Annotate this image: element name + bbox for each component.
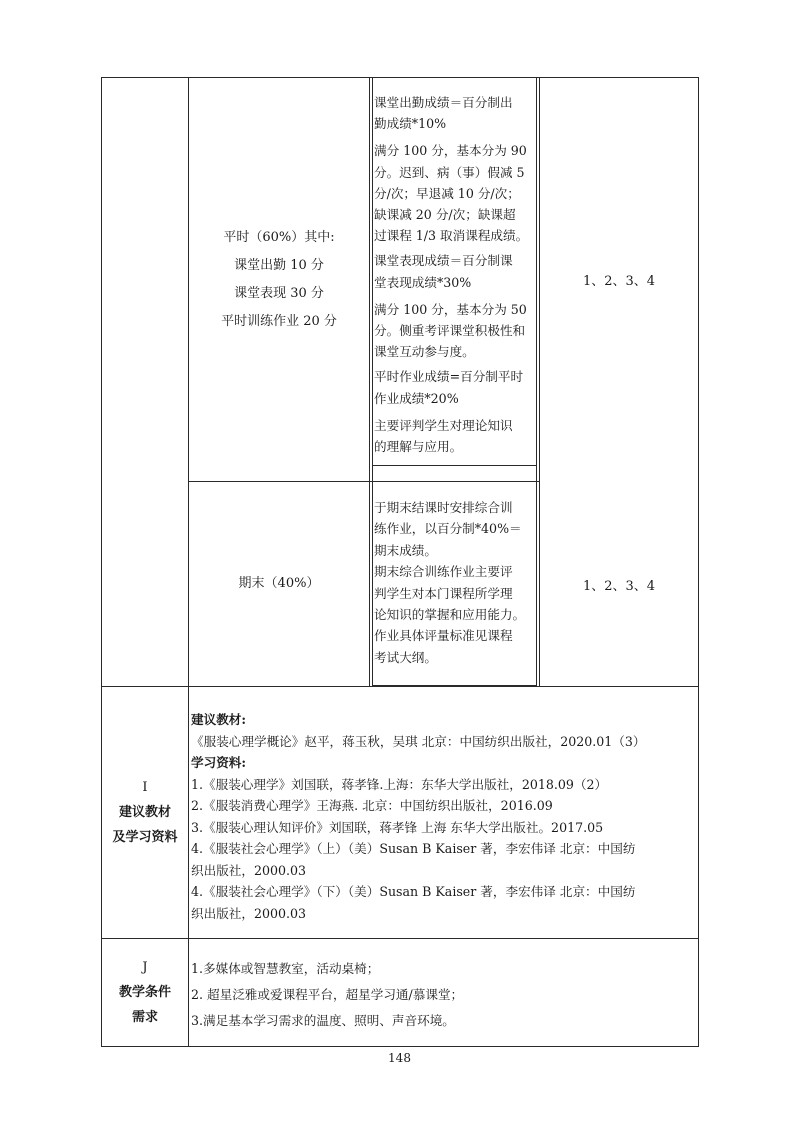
materials-item: 1.《服装心理学》刘国联，蒋孝锋.上海：东华大学出版社，2018.09（2） — [191, 776, 608, 792]
desc-line: 分。侧重考评课堂积极性和 — [374, 323, 526, 339]
regular-label-cell — [189, 78, 369, 481]
final-label-cell: 期末（40%） — [238, 576, 320, 591]
materials-item: 织出版社，2000.03 — [191, 905, 307, 921]
table-border-bottom — [101, 1046, 699, 1047]
desc-line: 平时作业成绩=百分制平时 — [374, 369, 524, 385]
desc-line: 课堂出勤成绩＝百分制出 — [374, 95, 513, 110]
table-border-right — [698, 77, 699, 1047]
materials-item: 3.《服装心理认知评价》刘国联，蒋孝锋 上海 东华大学出版社。2017.05 — [191, 819, 604, 835]
regular-label-line: 课堂出勤 10 分 — [234, 257, 324, 273]
textbook-entry: 《服装心理学概论》赵平，蒋玉秋，吴琪 北京：中国纺织出版社，2020.01（3） — [191, 733, 646, 749]
desc-line: 作业具体评量标准见课程 — [374, 628, 513, 644]
final-outcomes: 1、2、3、4 — [582, 578, 656, 594]
section-j-title-line: 教学条件 — [118, 985, 171, 1000]
regular-outcomes: 1、2、3、4 — [582, 274, 656, 289]
desc-line: 缺课减 20 分/次；缺课超 — [374, 207, 516, 223]
desc-line: 分/次；早退减 10 分/次； — [374, 185, 520, 201]
desc-line: 期末成绩。 — [374, 542, 437, 558]
desc-line: 主要评判学生对理论知识 — [374, 417, 513, 433]
desc-line: 满分 100 分，基本分为 50 — [374, 301, 527, 317]
regular-label-line: 平时训练作业 20 分 — [221, 313, 337, 329]
desc-line: 勤成绩*10% — [374, 116, 447, 132]
regular-label-line: 平时（60%）其中: — [223, 229, 335, 245]
materials-item: 4.《服装社会心理学》（下）（美）Susan B Kaiser 著，李宏伟译 北京：中国纺 — [191, 884, 636, 899]
section-i-letter: I — [142, 780, 148, 795]
requirement-item: 2. 超星泛雅或爱课程平台，超星学习通/慕课堂； — [191, 987, 464, 1002]
regular-description — [374, 92, 536, 457]
desc-inner-right — [536, 77, 537, 685]
desc-line: 练作业，以百分制*40%＝ — [374, 521, 522, 537]
desc-line: 期末综合训练作业主要评 — [374, 564, 513, 580]
textbook-heading: 建议教材: — [191, 712, 247, 727]
requirement-item: 3.满足基本学习需求的温度、照明、声音环境。 — [191, 1013, 455, 1028]
section-i-title-line: 建议教材 — [118, 805, 171, 820]
col-divider-2 — [369, 77, 370, 686]
row-divider-i — [101, 686, 699, 687]
desc-line: 满分 100 分，基本分为 90 — [374, 143, 527, 159]
desc-line: 判学生对本门课程所学理 — [374, 585, 513, 601]
section-j-content — [191, 956, 697, 1034]
regular-label-line: 课堂表现 30 分 — [234, 285, 324, 301]
desc-line: 课堂互动参与度。 — [374, 344, 475, 360]
section-j-title-line: 需求 — [131, 1010, 158, 1025]
desc-line: 于期末结课时安排综合训 — [374, 500, 513, 515]
desc-line: 论知识的掌握和应用能力。 — [374, 607, 526, 623]
materials-heading: 学习资料: — [191, 755, 247, 770]
section-j-letter: J — [142, 960, 148, 975]
materials-item: 织出版社，2000.03 — [191, 862, 307, 878]
desc-line: 课堂表现成绩＝百分制课 — [374, 253, 513, 269]
materials-item: 4.《服装社会心理学》（上）（美）Susan B Kaiser 著，李宏伟译 北京：中国纺 — [191, 841, 636, 856]
desc-inner-left — [372, 77, 373, 685]
section-j-label — [102, 939, 188, 1046]
final-description — [374, 497, 536, 668]
desc-line: 过课程 1/3 取消课程成绩。 — [374, 228, 529, 244]
desc-line: 考试大纲。 — [374, 649, 437, 665]
desc-line: 作业成绩*20% — [374, 390, 459, 406]
page-number: 148 — [388, 1051, 411, 1065]
section-i-title-line: 及学习资料 — [112, 830, 178, 845]
materials-item: 2.《服装消费心理学》王海燕. 北京：中国纺织出版社，2016.09 — [191, 798, 553, 813]
row-divider-final-inner — [372, 465, 537, 466]
row-divider-j — [101, 938, 699, 939]
desc-line: 堂表现成绩*30% — [374, 274, 472, 290]
desc-line: 的理解与应用。 — [374, 439, 463, 455]
section-i-content — [191, 709, 697, 924]
desc-line: 分。迟到、病（事）假减 5 — [374, 164, 525, 180]
requirement-item: 1.多媒体或智慧教室，活动桌椅； — [191, 961, 380, 976]
section-i-label — [102, 687, 188, 938]
